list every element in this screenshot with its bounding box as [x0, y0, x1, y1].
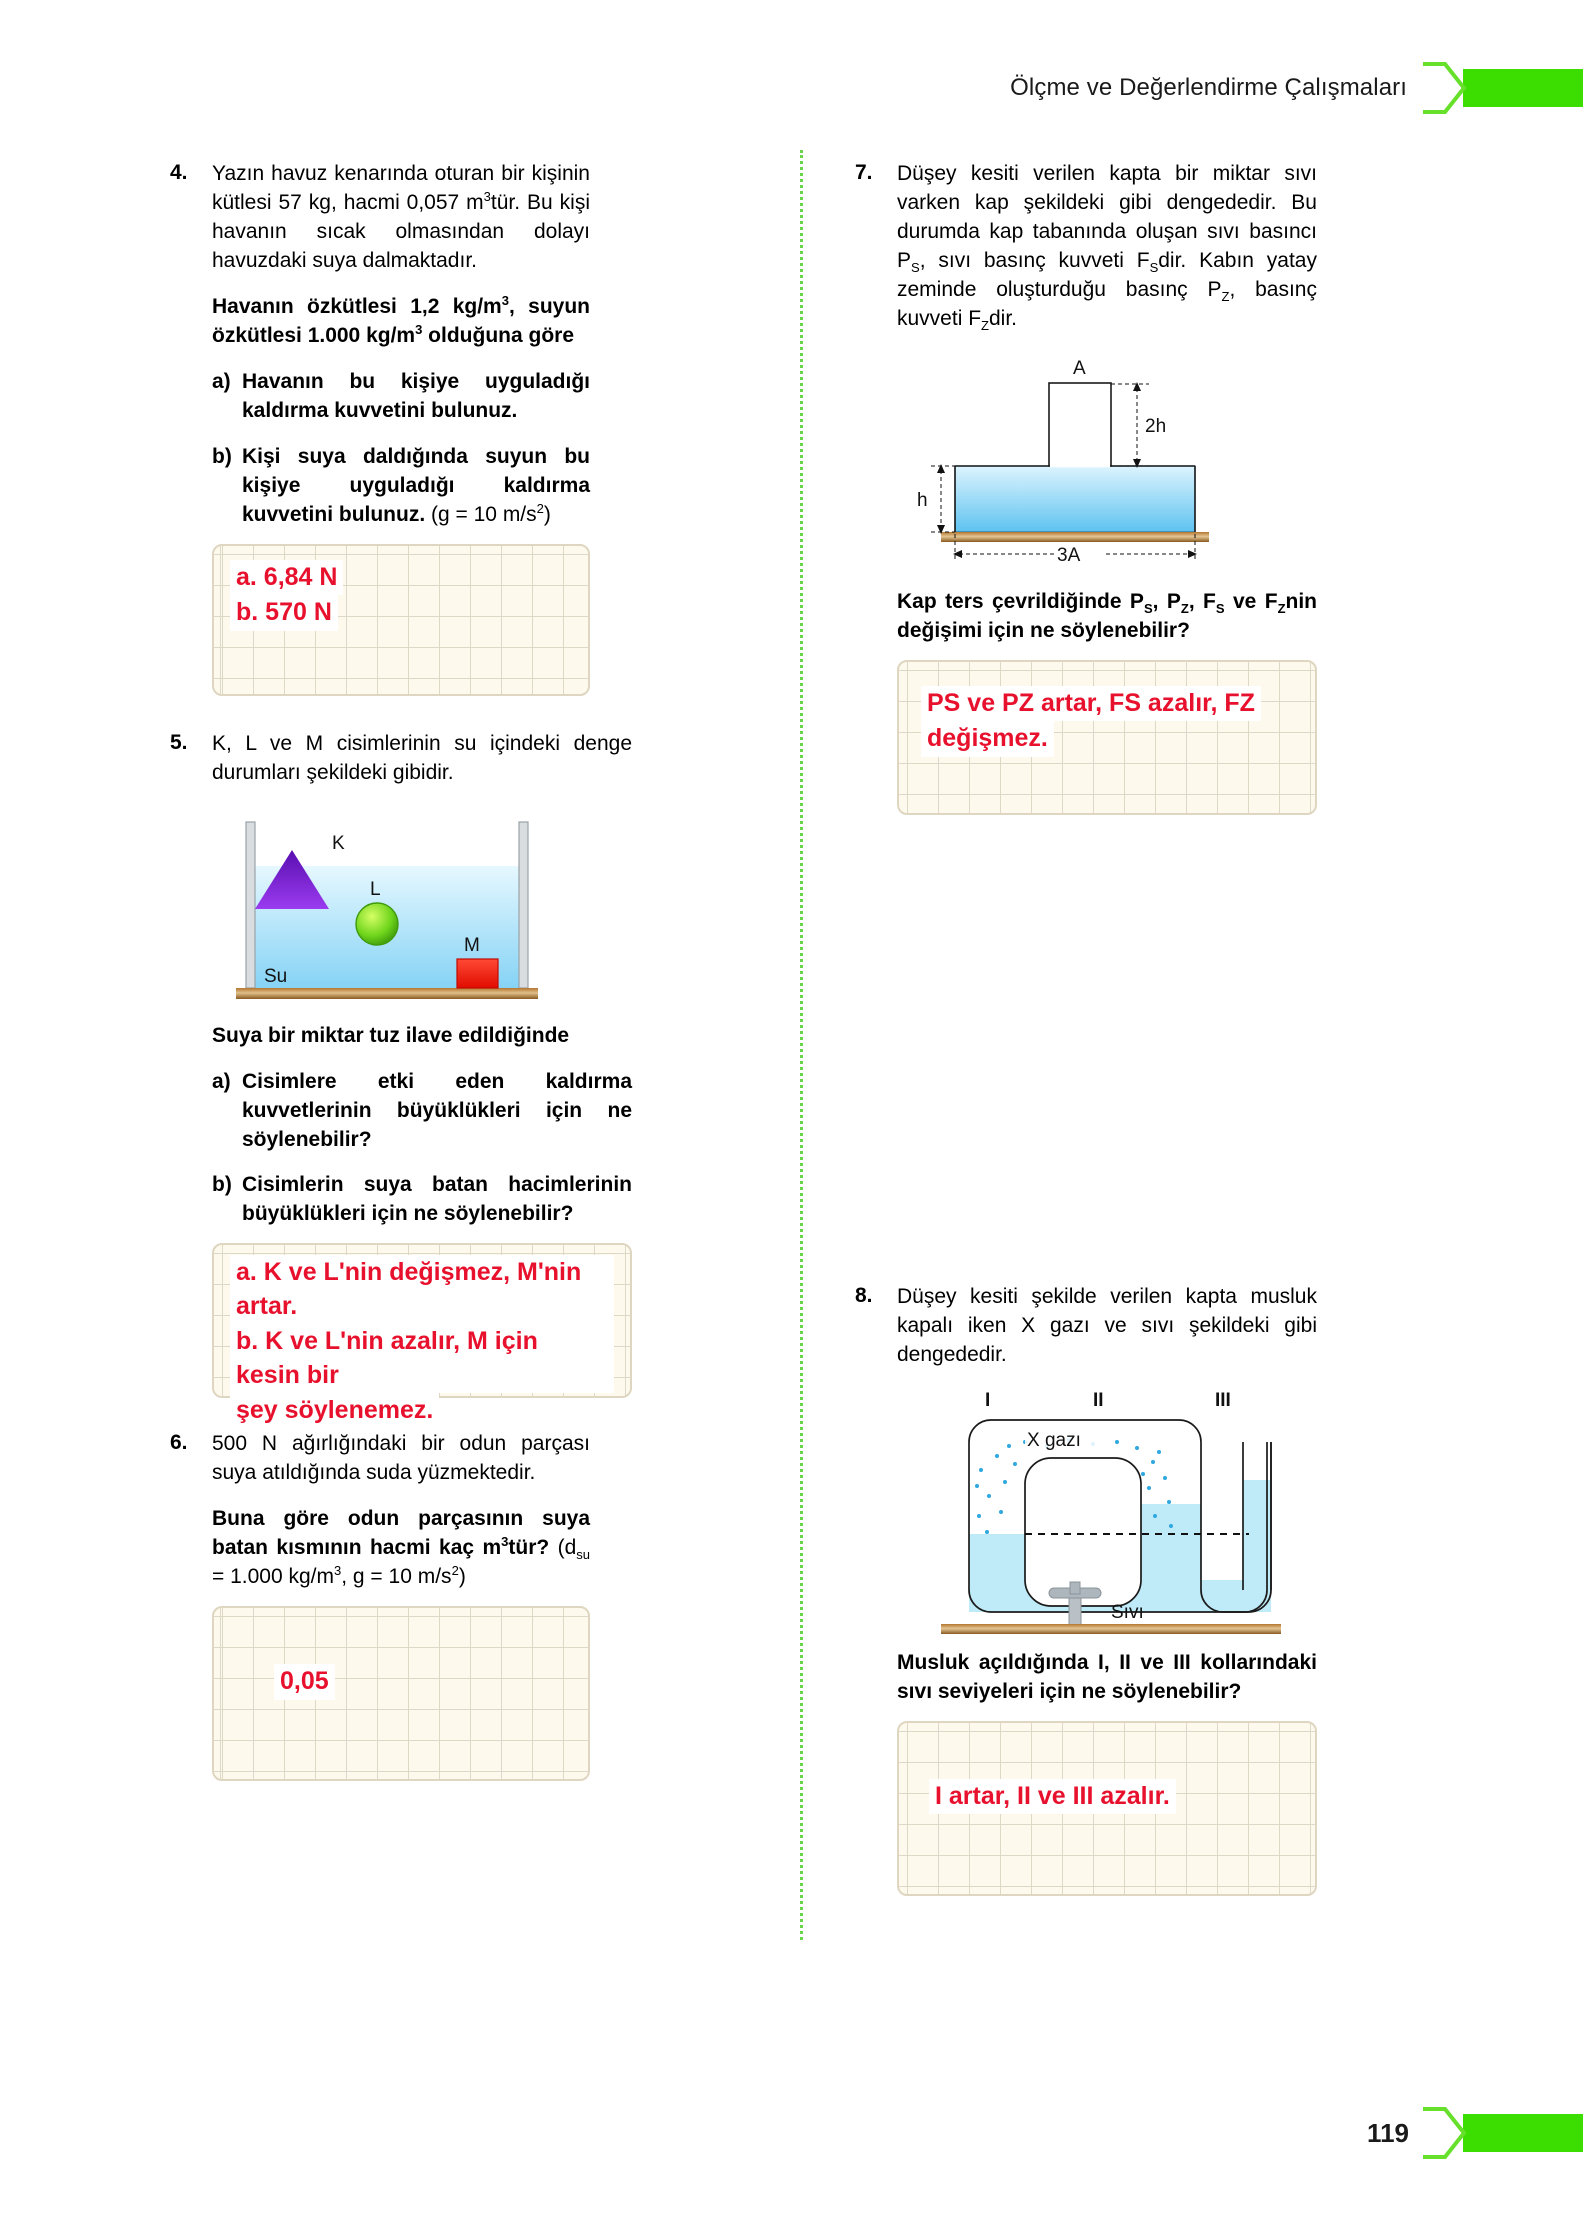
figure-stepped-vessel: [897, 348, 1317, 578]
question-number: 7.: [855, 161, 873, 184]
question-number: 4.: [170, 161, 188, 184]
right-column: [855, 160, 1318, 1902]
question-text: K, L ve M cisimlerinin su içindeki denge durumları şekildeki gibidir.: [212, 731, 632, 784]
answer-box-7[interactable]: [897, 660, 1317, 815]
question-7: [855, 160, 1318, 815]
answer-line: a. 6,84 N: [230, 560, 343, 596]
figure-u-tube-with-valve: [897, 1384, 1317, 1639]
label-x-gazi: X gazı: [1027, 1429, 1081, 1451]
subquestion-label: b): [212, 444, 232, 468]
label-arm-1: I: [985, 1389, 991, 1411]
answer-line: değişmez.: [921, 721, 1054, 757]
answer-box-6[interactable]: [212, 1606, 590, 1781]
answer-line: şey söylenemez.: [230, 1393, 439, 1429]
label-2h: 2h: [1145, 415, 1167, 437]
question-text: Düşey kesiti şekilde verilen kapta musluk kapalı iken X gazı ve sıvı şekildeki gibi dengededir.: [897, 1284, 1317, 1366]
answer-line: 0,05: [274, 1664, 335, 1700]
subquestion-label: b): [212, 1173, 232, 1197]
label-h: h: [917, 489, 928, 511]
question-text: Düşey kesiti verilen kapta bir miktar sıvı varken kap şekildeki gibi dengededir. Bu durumda kap tabanında oluşan sıvı basıncı $P_S$, sıvı basınç kuvveti $F_Sdir$. Kabın yatay zeminde oluşturduğu basınç $P_Z$, basınç kuvveti $F_Zdir$.: [897, 162, 1317, 334]
subquestion-text: Cisimlere etki eden kaldırma kuvvetlerinin büyüklükleri için ne söylenebilir?: [242, 1069, 632, 1151]
subquestion-label: a): [212, 369, 231, 393]
footer-chevron-icon: [1421, 2105, 1465, 2161]
header-chevron-icon: [1421, 60, 1465, 116]
page-footer: [1367, 2105, 1583, 2161]
answer-line: a. K ve L'nin değişmez, M'nin artar.: [230, 1255, 614, 1324]
label-sivi: Sıvı: [1111, 1601, 1144, 1623]
left-column: [170, 160, 632, 1787]
label-k: K: [332, 832, 345, 854]
header-accent-bar: [1463, 69, 1583, 107]
header-title: Ölçme ve Değerlendirme Çalışmaları: [1010, 74, 1407, 101]
label-arm-3: III: [1215, 1389, 1231, 1411]
subquestion-label: a): [212, 1069, 231, 1093]
subquestion-text: Kişi suya daldığında suyun bu kişiye uyguladığı kaldırma kuvvetini bulunuz. (g = 10 $m/s^2$): [242, 444, 590, 526]
label-su: Su: [264, 965, 288, 987]
label-l: L: [370, 878, 381, 900]
question-given-values: Havanın özkütlesi 1,2 $kg/m^3$, suyun özkütlesi 1.000 $kg/m^3$ olduğuna göre: [212, 292, 590, 347]
page-header: [1010, 60, 1583, 116]
subquestion-text: Cisimlerin suya batan hacimlerinin büyüklükleri için ne söylenebilir?: [242, 1173, 632, 1226]
question-lead: Kap ters çevrildiğinde $P_S$, $P_Z$, $F_S$ ve $F_Znin$ değişimi için ne söylenebilir?: [897, 589, 1318, 642]
answer-line: I artar, II ve III azalır.: [929, 1779, 1176, 1815]
figure-beaker-with-objects: [212, 804, 632, 1014]
question-6: [170, 1430, 590, 1781]
question-text: Yazın havuz kenarında oturan bir kişinin kütlesi 57 kg, hacmi 0,057 $m^3tür$. Bu kişi havanın sıcak olmasından dolayı havuzdaki suya dalmaktadır.: [212, 162, 590, 272]
answer-line: b. K ve L'nin azalır, M için kesin bir: [230, 1324, 614, 1393]
column-divider: [800, 150, 803, 1940]
footer-accent-bar: [1463, 2114, 1583, 2152]
subquestion-text: Havanın bu kişiye uyguladığı kaldırma kuvvetini bulunuz.: [242, 369, 590, 422]
subquestion-a: [212, 1068, 632, 1155]
page-number: 119: [1367, 2117, 1409, 2148]
question-5: [170, 730, 632, 1425]
label-3a: 3A: [1057, 544, 1081, 566]
question-4: [170, 160, 590, 696]
subquestion-a: [212, 368, 590, 426]
answer-box-8[interactable]: [897, 1721, 1317, 1896]
question-number: 6.: [170, 1431, 188, 1455]
question-text: 500 N ağırlığındaki bir odun parçası suya atıldığında suda yüzmektedir.: [212, 1432, 590, 1485]
answer-box-4[interactable]: [212, 544, 590, 696]
question-ask: Buna göre odun parçasının suya batan kısmının hacmi kaç $m^3tür$? ($d_{su} = 1.000$ $kg/m^3$, g = 10 $m/s^2$): [212, 1507, 591, 1589]
question-8: [855, 1283, 1317, 1896]
question-number: 8.: [855, 1283, 873, 1307]
answer-line: b. 570 N: [230, 595, 338, 631]
answer-line: PS ve PZ artar, FS azalır, FZ: [921, 686, 1261, 722]
label-a: A: [1073, 357, 1086, 379]
label-m: M: [464, 934, 480, 956]
subquestion-b: [212, 443, 590, 530]
question-lead: Suya bir miktar tuz ilave edildiğinde: [212, 1023, 570, 1047]
label-arm-2: II: [1093, 1389, 1104, 1411]
subquestion-b: [212, 1171, 632, 1229]
question-lead: Musluk açıldığında I, II ve III kollarındaki sıvı seviyeleri için ne söylenebilir?: [897, 1650, 1317, 1703]
question-number: 5.: [170, 730, 188, 754]
answer-box-5[interactable]: [212, 1243, 632, 1425]
